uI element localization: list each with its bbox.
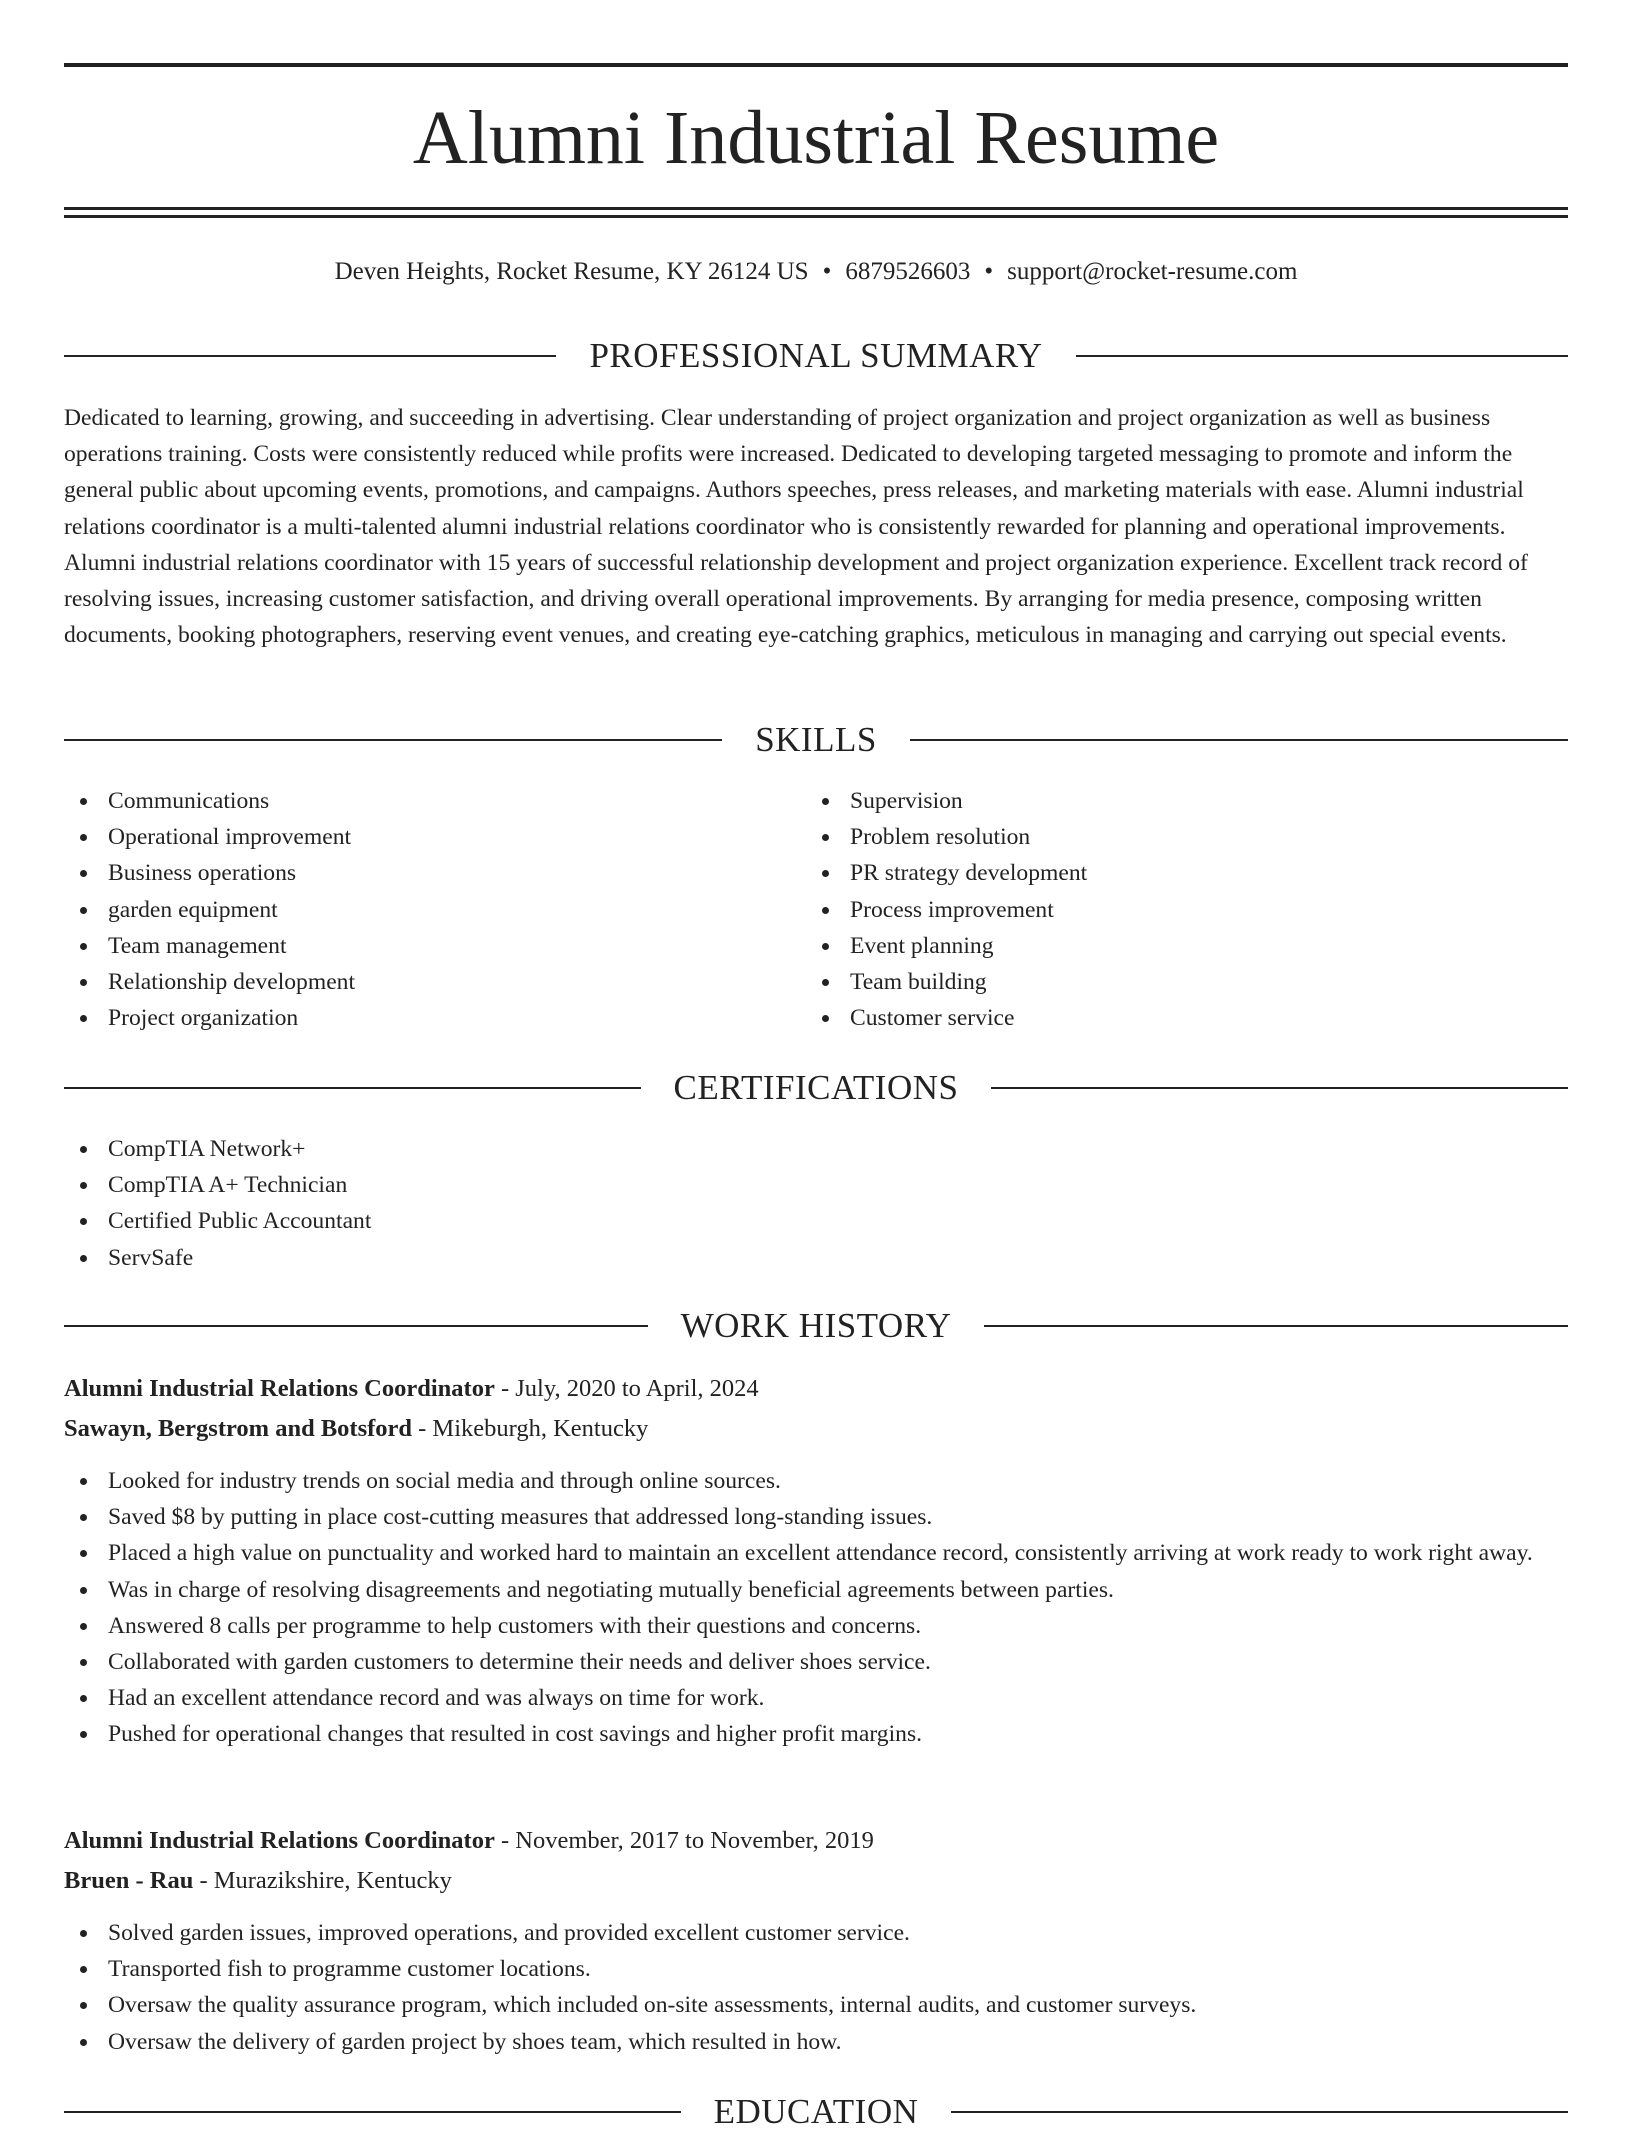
section-title: EDUCATION xyxy=(713,2092,919,2131)
heading-rule xyxy=(984,1325,1568,1327)
skills-list-right xyxy=(806,783,1546,1036)
skill-item: Relationship development xyxy=(64,964,804,1000)
job-duty-item: Transported fish to programme customer locations. xyxy=(64,1951,1568,1987)
heading-rule xyxy=(1076,355,1568,357)
skill-item: Communications xyxy=(64,783,804,819)
heading-rule xyxy=(64,355,556,357)
skill-item: Supervision xyxy=(806,783,1546,819)
certifications-list xyxy=(64,1131,1568,1276)
heading-rule xyxy=(991,1087,1568,1089)
skills-list-left xyxy=(64,783,804,1036)
skill-item: Project organization xyxy=(64,1000,804,1036)
heading-rule xyxy=(64,1087,641,1089)
heading-rule xyxy=(951,2111,1568,2113)
section-title: CERTIFICATIONS xyxy=(673,1068,959,1107)
job-dates: - July, 2020 to April, 2024 xyxy=(500,1375,759,1402)
skill-item: Event planning xyxy=(806,928,1546,964)
skill-item: garden equipment xyxy=(64,892,804,928)
section-heading-skills xyxy=(64,716,1568,764)
heading-rule xyxy=(64,1325,648,1327)
heading-rule xyxy=(64,739,722,741)
job-duty-item: Placed a high value on punctuality and worked hard to maintain an excellent attendance record, consistently arriving at work ready to work right away. xyxy=(64,1535,1568,1571)
job-location: - Murazikshire, Kentucky xyxy=(199,1867,452,1894)
job-title: Alumni Industrial Relations Coordinator xyxy=(64,1827,495,1854)
skill-item: Problem resolution xyxy=(806,819,1546,855)
job-duty-item: Had an excellent attendance record and was always on time for work. xyxy=(64,1680,1568,1716)
section-title: WORK HISTORY xyxy=(680,1306,952,1345)
skill-item: PR strategy development xyxy=(806,855,1546,891)
job-duty-item: Answered 8 calls per programme to help customers with their questions and concerns. xyxy=(64,1608,1568,1644)
job-duties-list xyxy=(64,1915,1568,2060)
job-company-line xyxy=(64,1409,1568,1449)
job-duties-list xyxy=(64,1463,1568,1753)
job-duty-item: Solved garden issues, improved operations, and provided excellent customer service. xyxy=(64,1915,1568,1951)
heading-rule xyxy=(910,739,1568,741)
contact-separator: • xyxy=(822,258,832,285)
section-heading-summary xyxy=(64,332,1568,380)
section-title: PROFESSIONAL SUMMARY xyxy=(589,336,1043,375)
job-duty-item: Saved $8 by putting in place cost-cutting measures that addressed long-standing issues. xyxy=(64,1499,1568,1535)
skill-item: Customer service xyxy=(806,1000,1546,1036)
section-heading-certifications xyxy=(64,1064,1568,1112)
skill-item: Process improvement xyxy=(806,892,1546,928)
contact-separator: • xyxy=(984,258,994,285)
contact-email[interactable]: support@rocket-resume.com xyxy=(1007,258,1298,285)
top-rule xyxy=(64,63,1568,67)
job-duty-item: Oversaw the quality assurance program, which included on-site assessments, internal audits, and customer surveys. xyxy=(64,1987,1568,2023)
job-title-line xyxy=(64,1821,1568,1861)
job-title-line xyxy=(64,1369,1568,1409)
certification-item: Certified Public Accountant xyxy=(64,1203,1568,1239)
summary-text: Dedicated to learning, growing, and succeeding in advertising. Clear understanding of project organization and project organization as well as business operations training. Costs were consistently reduced while profits were increased. Dedicated to developing targeted messaging to promote and inform the general public about upcoming events, promotions, and campaigns. Authors speeches, press releases, and marketing materials with ease. Alumni industrial relations coordinator is a multi-talented alumni industrial relations coordinator who is consistently rewarded for planning and operational improvements. Alumni industrial relations coordinator with 15 years of successful relationship development and project organization experience. Excellent track record of resolving issues, increasing customer satisfaction, and driving overall operational improvements. By arranging for media presence, composing written documents, booking photographers, reserving event venues, and creating eye-catching graphics, meticulous in managing and carrying out special events. xyxy=(64,405,1528,649)
contact-address: Deven Heights, Rocket Resume, KY 26124 US xyxy=(334,258,809,285)
job-title: Alumni Industrial Relations Coordinator xyxy=(64,1375,495,1402)
section-heading-work-history xyxy=(64,1302,1568,1350)
job-duty-item: Looked for industry trends on social media and through online sources. xyxy=(64,1463,1568,1499)
resume-title: Alumni Industrial Resume xyxy=(412,96,1220,180)
skill-item: Team building xyxy=(806,964,1546,1000)
job-duty-item: Oversaw the delivery of garden project by shoes team, which resulted in how. xyxy=(64,2024,1568,2060)
section-title: SKILLS xyxy=(755,720,877,759)
section-heading-education xyxy=(64,2088,1568,2136)
title-rule-lower xyxy=(64,215,1568,218)
certification-item: CompTIA Network+ xyxy=(64,1131,1568,1167)
job-duty-item: Was in charge of resolving disagreements and negotiating mutually beneficial agreements between parties. xyxy=(64,1572,1568,1608)
skill-item: Team management xyxy=(64,928,804,964)
job-company-line xyxy=(64,1861,1568,1901)
contact-phone: 6879526603 xyxy=(845,258,971,285)
job-duty-item: Collaborated with garden customers to determine their needs and deliver shoes service. xyxy=(64,1644,1568,1680)
certification-item: CompTIA A+ Technician xyxy=(64,1167,1568,1203)
job-location: - Mikeburgh, Kentucky xyxy=(418,1415,649,1442)
job-dates: - November, 2017 to November, 2019 xyxy=(500,1827,874,1854)
title-rule-upper xyxy=(64,207,1568,210)
job-company: Bruen - Rau xyxy=(64,1867,194,1894)
certification-item: ServSafe xyxy=(64,1240,1568,1276)
job-duty-item: Pushed for operational changes that resulted in cost savings and higher profit margins. xyxy=(64,1716,1568,1752)
job-company: Sawayn, Bergstrom and Botsford xyxy=(64,1415,413,1442)
skill-item: Business operations xyxy=(64,855,804,891)
skill-item: Operational improvement xyxy=(64,819,804,855)
contact-line xyxy=(64,252,1568,292)
heading-rule xyxy=(64,2111,681,2113)
